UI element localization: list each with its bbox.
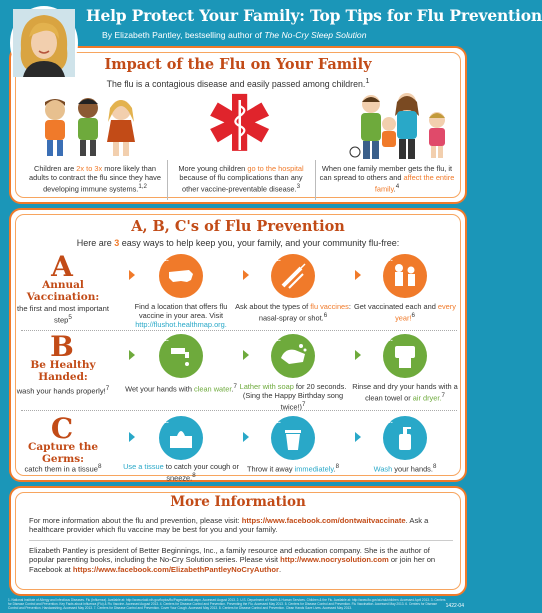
impact-col2-text-a: More young children — [178, 164, 248, 173]
author-photo — [10, 6, 78, 80]
step-a1-link[interactable]: http://flushot.healthmap.org. — [135, 320, 227, 330]
step-c2-text — [234, 462, 352, 474]
step-b2-highlight: Lather with soap — [239, 382, 294, 391]
step-c3-sup: 8 — [432, 463, 437, 470]
step-c2-sup: 8 — [335, 463, 340, 470]
step-b3-num: 3. — [387, 336, 393, 343]
impact-section — [9, 46, 467, 204]
more-info-section — [9, 486, 467, 596]
step-a3-sup: 6 — [411, 312, 415, 320]
row-c-desc-sup: 8 — [97, 463, 102, 470]
step-b1-num: 1. — [163, 336, 169, 343]
step-c2-tail: . — [333, 464, 336, 474]
step-a2-tail: : nasal-spray or shot. — [258, 302, 351, 323]
document-code: 1422-04 — [445, 603, 464, 609]
facebook-vaccinate-link[interactable]: https://www.facebook.com/dontwaitvaccinate — [241, 516, 406, 525]
row-c-title: Capture the Germs: — [27, 441, 99, 465]
step-b3-text-a: Rinse and dry your hands with a clean towel or — [352, 382, 458, 403]
impact-subtitle — [11, 76, 465, 89]
more-info-paragraph-2 — [29, 546, 453, 574]
step-c3-tail: your hands. — [392, 464, 433, 474]
more-info-paragraph-1 — [29, 516, 453, 535]
more-p2-a: Elizabeth Pantley is president of Better Beginnings, Inc., a family resource and education company. She is the author of popular parenting books, including the No-Cry Solution series. Please visit — [29, 546, 430, 565]
step-b2-arrow — [355, 350, 361, 360]
more-p1-a: For more information about the flu and prevention, please visit: — [29, 516, 242, 525]
more-p2-b: or join her on Facebook at — [29, 555, 436, 574]
abc-subtitle-b: easy ways to help keep you, your family, and your community flu-free: — [119, 238, 400, 248]
letter-c: C — [50, 412, 74, 445]
step-b1-highlight: clean water — [194, 384, 232, 394]
impact-divider-2 — [315, 160, 316, 200]
row-c-desc-text: catch them in a tissue — [24, 464, 98, 474]
impact-col1-sup: 1,2 — [138, 183, 147, 191]
impact-col3-sup: 4 — [395, 183, 400, 191]
step-c2-icon — [271, 416, 315, 460]
row-b-arrow — [129, 350, 135, 360]
step-a3-highlight: every year! — [395, 302, 456, 323]
step-b1-text — [122, 382, 240, 394]
nocrysolution-link[interactable]: http://www.nocrysolution.com — [280, 555, 389, 565]
row-a-title: Annual Vaccination: — [26, 279, 100, 303]
impact-col-hospital — [171, 164, 311, 194]
impact-divider-1 — [167, 160, 168, 200]
medical-symbol-icon — [213, 92, 269, 156]
step-a2-text-a: Ask about the types of — [235, 302, 311, 311]
letter-b: B — [50, 330, 74, 363]
step-c2-arrow — [355, 432, 361, 442]
family-illustration — [349, 90, 459, 160]
children-illustration — [33, 92, 143, 158]
footnotes: 1. National Institute of Allergy and Infectious Diseases. Flu (Influenza). Available at: http://www.niaid.nih.gov/topics/flu/Pages/default.aspx. Accessed August 2013. 2. U.S. Department of Health & Human Services. Children & the Flu. Available at: http://www.flu.gov/at-risk/children. Accessed April 2013. 3. Centers for Disease Control and Prevention. Key Facts about Influenza (Flu) & Flu Vaccine. Accessed August 2013. 4. Centers for Disease Control and Prevention. Preventing the Flu. Accessed May 2013. 5. Centers for Disease Control and Prevention. Flu Vaccination. Accessed May 2013. 6. Centers for Disease Control and Prevention. Handwashing. Accessed May 2013. 7. Centers for Disease Control and Prevention. Cover Your Cough. Accessed May 2013. 8. Centers for Disease Control and Prevention. Clean Hands Save Lives. Accessed May 2013. — [8, 598, 446, 610]
impact-col1-highlight: 2x to 3x — [76, 164, 103, 173]
step-a1-text — [122, 302, 240, 330]
impact-col3-text-b: . — [393, 184, 396, 194]
impact-col2-sup: 3 — [296, 183, 301, 191]
abc-section — [9, 208, 467, 482]
step-b3-icon — [383, 334, 427, 378]
more-p1-b: . Ask a healthcare provider which flu vaccine may be best for you and your family. — [29, 516, 429, 535]
step-b1-sup: 7 — [233, 383, 237, 390]
byline — [102, 30, 366, 40]
step-b2-num: 2. — [275, 336, 281, 343]
step-a1-icon — [159, 254, 203, 298]
row-c-desc — [13, 462, 113, 474]
impact-col1-text-b: more likely than adults to contract the flu since they have developing immune systems. — [29, 164, 161, 194]
step-a2-num: 2. — [275, 256, 281, 263]
impact-col2-text-b: because of flu complications than any other vaccine-preventable disease. — [179, 173, 303, 194]
step-c1-arrow — [243, 432, 249, 442]
step-c1-icon — [159, 416, 203, 460]
step-c2-num: 2. — [275, 418, 281, 425]
step-b3-text — [346, 382, 464, 403]
page-title: Help Protect Your Family: Top Tips for Flu Prevention — [86, 6, 542, 25]
impact-col2-highlight: go to the hospital — [247, 164, 304, 173]
impact-col-children — [27, 164, 163, 194]
step-c2-text-a: Throw it away — [246, 464, 295, 474]
step-c3-icon — [383, 416, 427, 460]
step-c3-num: 3. — [387, 418, 393, 425]
abc-subtitle-highlight: 3 — [114, 238, 120, 248]
step-a2-text — [234, 302, 352, 323]
row-a-desc — [13, 304, 113, 325]
facebook-author-link[interactable]: https://www.facebook.com/ElizabethPantleyNoCryAuthor — [72, 564, 279, 574]
step-b2-sup: 7 — [301, 401, 306, 409]
step-a3-text — [346, 302, 464, 323]
step-b1-tail: . — [231, 384, 234, 394]
abc-subtitle-a: Here are — [76, 238, 115, 248]
row-a-desc-text: the first and most important step — [16, 304, 109, 325]
step-a2-highlight: flu vaccines — [310, 302, 349, 311]
more-info-title: More Information — [170, 494, 306, 510]
step-a3-num: 3. — [387, 256, 393, 263]
byline-prefix: By Elizabeth Pantley, bestselling author of — [102, 30, 265, 40]
step-c2-highlight: immediately — [294, 464, 334, 474]
row-c-arrow — [129, 432, 135, 442]
step-a3-text-a: Get vaccinated each and — [354, 302, 438, 311]
step-a3-icon — [383, 254, 427, 298]
step-b1-icon — [159, 334, 203, 378]
byline-book: The No-Cry Sleep Solution — [264, 30, 367, 40]
row-b-desc — [13, 384, 113, 396]
abc-title: A, B, C's of Flu Prevention — [131, 218, 345, 235]
step-a2-arrow — [355, 270, 361, 280]
step-c1-num: 1. — [163, 418, 169, 425]
impact-col3-highlight: affect the entire family — [374, 173, 455, 194]
row-a-desc-sup: 5 — [68, 314, 72, 322]
abc-subtitle — [11, 238, 465, 248]
step-b3-highlight: air dryer. — [412, 393, 442, 403]
impact-col-family — [319, 164, 455, 194]
letter-a: A — [51, 250, 73, 283]
more-info-divider — [29, 540, 453, 541]
impact-title: Impact of the Flu on Your Family — [104, 56, 372, 73]
step-c1-highlight: Use a tissue — [123, 462, 164, 471]
step-c1-text — [122, 462, 240, 483]
impact-subtitle-text: The flu is a contagious disease and easily passed among children. — [106, 78, 366, 89]
impact-col3-text-a: When one family member gets the flu, it can spread to others and — [319, 164, 453, 183]
row-b-desc-text: wash your hands properly! — [16, 386, 106, 396]
step-c3-text — [346, 462, 464, 474]
more-p2-c: . — [278, 564, 282, 574]
row-a-arrow — [129, 270, 135, 280]
row-b-title: Be Healthy Handed: — [30, 359, 96, 383]
row-b-desc-sup: 7 — [105, 385, 110, 392]
step-a1-text-a: Find a location that offers flu vaccine in your area. Visit — [134, 302, 228, 321]
step-b3-sup: 7 — [441, 392, 445, 400]
step-a2-icon — [271, 254, 315, 298]
step-b1-arrow — [243, 350, 249, 360]
step-b2-icon — [271, 334, 315, 378]
row-separator-2 — [21, 410, 457, 411]
impact-subtitle-sup: 1 — [365, 76, 370, 85]
step-c1-sup: 8 — [192, 472, 196, 480]
impact-col1-text-a: Children are — [33, 164, 77, 173]
step-a1-num: 1. — [163, 256, 169, 263]
step-b2-tail: for 20 seconds. (Sing the Happy Birthday song twice!) — [242, 382, 347, 412]
step-c1-tail: to catch your cough or sneeze. — [163, 462, 239, 483]
step-c3-highlight: Wash — [373, 464, 393, 474]
step-a2-sup: 6 — [323, 312, 328, 320]
step-b2-text — [234, 382, 352, 412]
step-a1-arrow — [243, 270, 249, 280]
step-b1-text-a: Wet your hands with — [125, 384, 194, 394]
